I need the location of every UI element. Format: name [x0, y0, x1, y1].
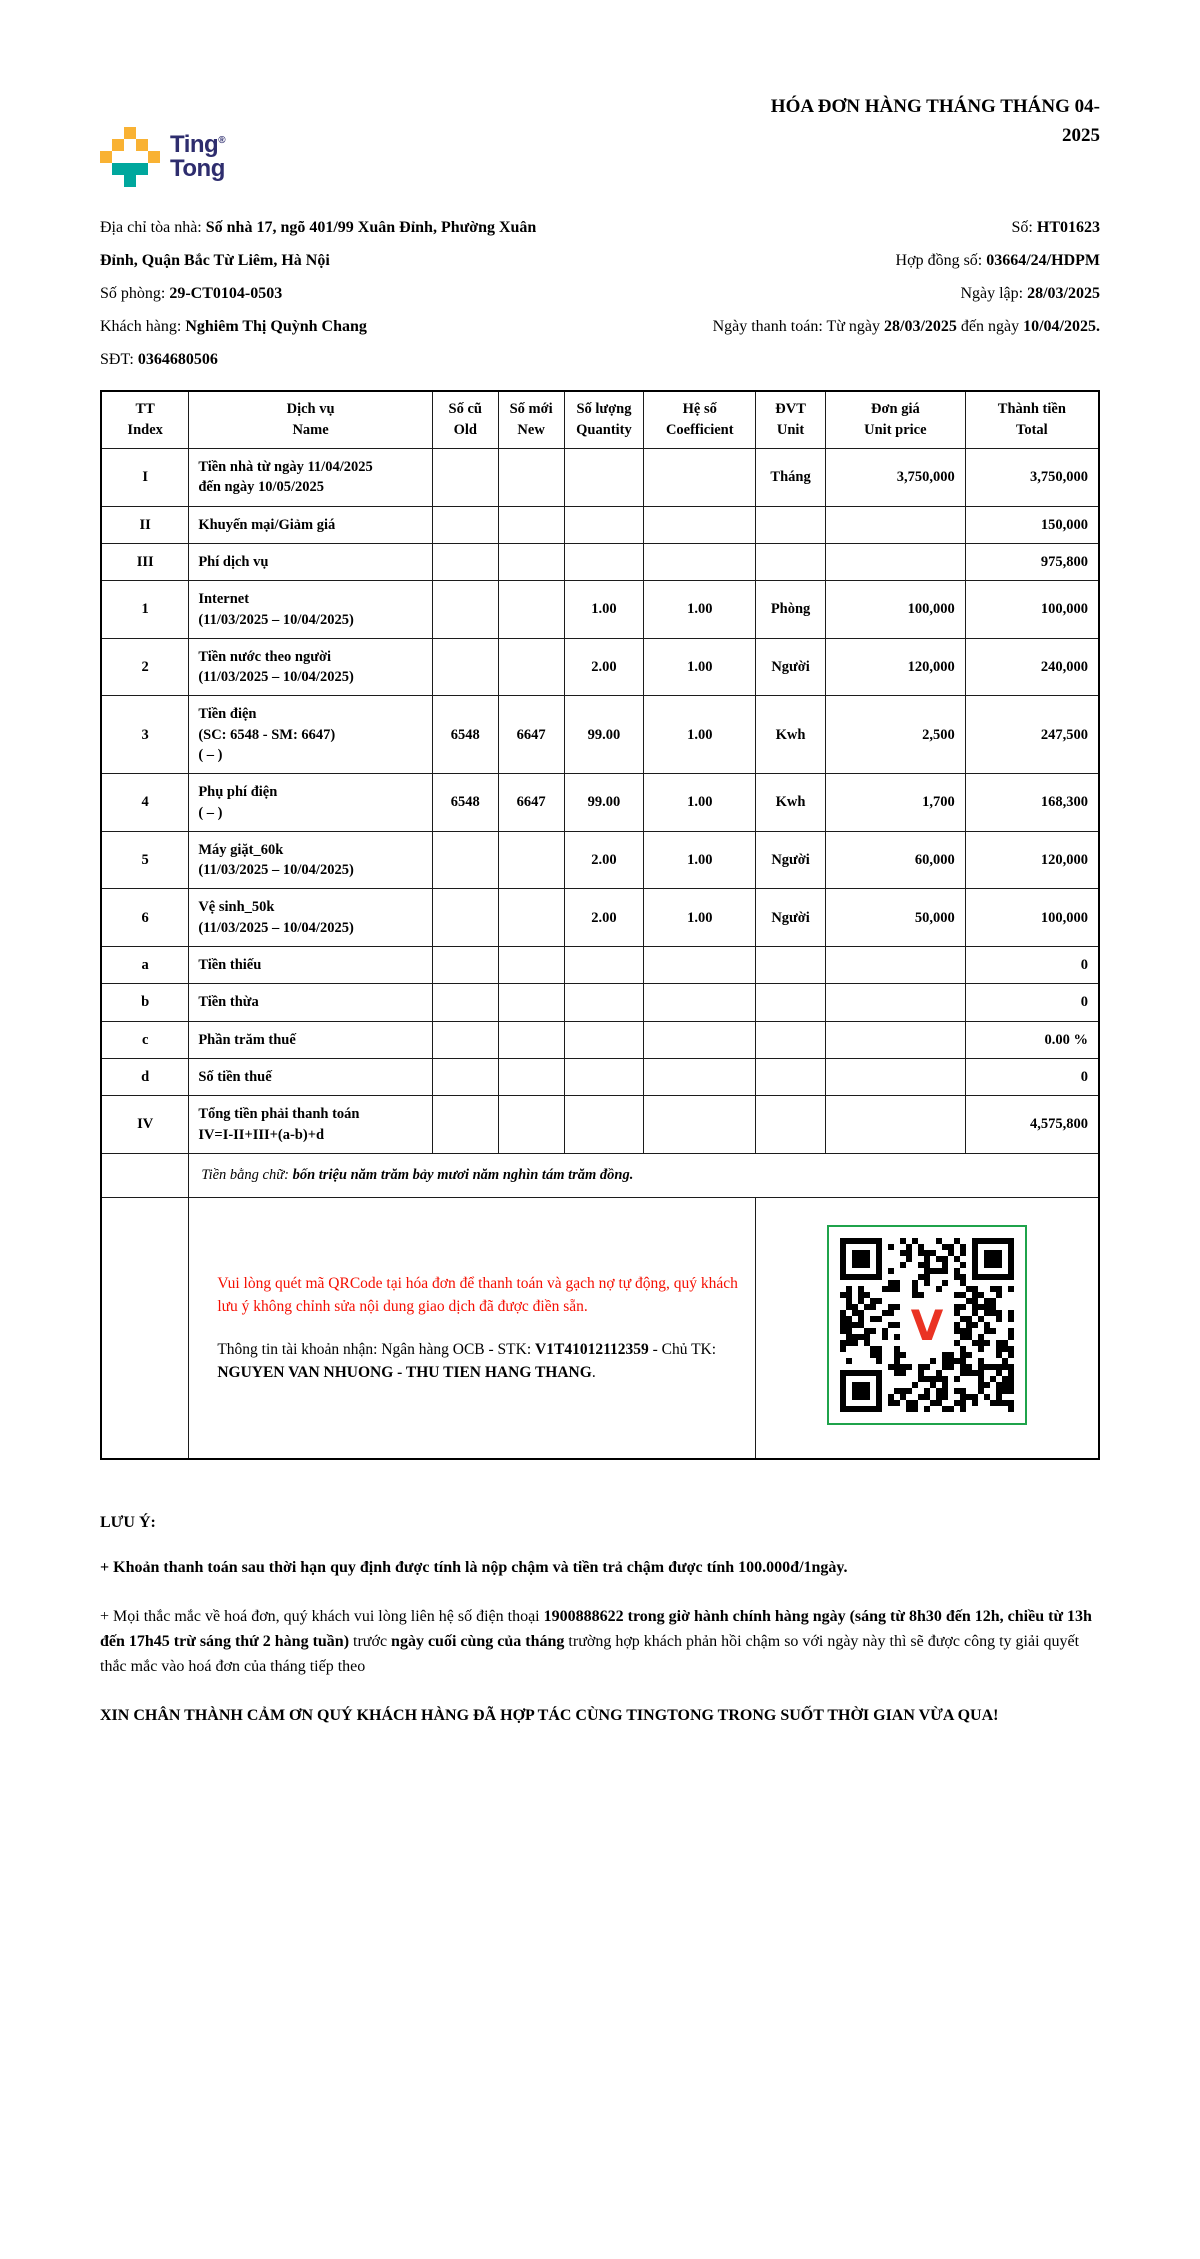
- name-cell: Internet (11/03/2025 – 10/04/2025): [189, 581, 433, 639]
- name-cell: Tiền thiếu: [189, 947, 433, 984]
- coefficient-cell: [644, 1058, 756, 1095]
- amount-in-words-index-cell: [101, 1153, 189, 1197]
- quantity-cell: [564, 947, 644, 984]
- invoice-row-6: [101, 889, 1099, 947]
- new-cell: 6647: [498, 696, 564, 774]
- hotline-note: + Mọi thắc mắc về hoá đơn, quý khách vui lòng liên hệ số điện thoại 1900888622 trong giờ hành chính hàng ngày (sáng từ 8h30 đến 12h, chiều từ 13h đến 17h45 trừ sáng thứ 2 hàng tuần) trước ngày cuối cùng của tháng trường hợp khách phản hồi chậm so với ngày này thì sẽ được công ty giải quyết thắc mắc vào hoá đơn của tháng tiếp theo: [100, 1608, 1092, 1675]
- unit-price-cell: 60,000: [826, 831, 966, 889]
- late-payment-note: + Khoản thanh toán sau thời hạn quy định được tính là nộp chậm và tiền trả chậm được tính 100.000đ/1ngày.: [100, 1559, 848, 1577]
- unit-cell: Người: [756, 889, 826, 947]
- invoice-row-5: [101, 831, 1099, 889]
- new-cell: [498, 947, 564, 984]
- name-cell: Tổng tiền phải thanh toán IV=I-II+III+(a-b)+d: [189, 1096, 433, 1154]
- unit-price-cell: 100,000: [826, 581, 966, 639]
- name-cell: Phần trăm thuế: [189, 1021, 433, 1058]
- name-cell: Máy giặt_60k (11/03/2025 – 10/04/2025): [189, 831, 433, 889]
- old-cell: [432, 449, 498, 507]
- name-cell: Tiền thừa: [189, 984, 433, 1021]
- old-cell: [432, 581, 498, 639]
- total-cell: 975,800: [965, 543, 1099, 580]
- total-cell: 100,000: [965, 581, 1099, 639]
- notes-heading: LƯU Ý:: [100, 1514, 156, 1532]
- total-cell: 247,500: [965, 696, 1099, 774]
- unit-cell: [756, 947, 826, 984]
- total-cell: 240,000: [965, 638, 1099, 696]
- qr-payment-notice: Vui lòng quét mã QRCode tại hóa đơn để thanh toán và gạch nợ tự động, quý khách lưu ý không chỉnh sửa nội dung giao dịch đã được điền sẵn.: [217, 1274, 738, 1315]
- quantity-cell: 1.00: [564, 581, 644, 639]
- amount-in-words-cell: [189, 1153, 1099, 1197]
- customer-phone: SĐT: 0364680506: [100, 351, 218, 368]
- col-header-unit: ĐVT Unit: [756, 391, 826, 449]
- old-cell: [432, 1021, 498, 1058]
- qr-code: [840, 1238, 1014, 1412]
- coefficient-cell: [644, 984, 756, 1021]
- unit-cell: [756, 1058, 826, 1095]
- name-cell: Số tiền thuế: [189, 1058, 433, 1095]
- col-header-new: Số mới New: [498, 391, 564, 449]
- invoice-row-b: [101, 984, 1099, 1021]
- new-cell: [498, 1096, 564, 1154]
- invoice-row-IV: [101, 1096, 1099, 1154]
- amount-in-words-label: Tiền bằng chữ:: [201, 1167, 293, 1184]
- index-cell: 2: [101, 638, 189, 696]
- index-cell: 4: [101, 774, 189, 832]
- unit-cell: Người: [756, 831, 826, 889]
- index-cell: II: [101, 506, 189, 543]
- page-header: [100, 85, 1100, 187]
- invoice-row-I: [101, 449, 1099, 507]
- invoice-row-1: [101, 581, 1099, 639]
- total-cell: 168,300: [965, 774, 1099, 832]
- coefficient-cell: 1.00: [644, 889, 756, 947]
- col-header-name: Dịch vụ Name: [189, 391, 433, 449]
- issue-date: Ngày lập: 28/03/2025: [960, 285, 1100, 302]
- col-header-old: Số cũ Old: [432, 391, 498, 449]
- index-cell: III: [101, 543, 189, 580]
- total-cell: 120,000: [965, 831, 1099, 889]
- unit-price-cell: [826, 506, 966, 543]
- invoice-special-rows: [101, 1153, 1099, 1459]
- invoice-row-d: [101, 1058, 1099, 1095]
- index-cell: 1: [101, 581, 189, 639]
- logo-line2: Tong: [170, 155, 225, 182]
- name-cell: Tiền nhà từ ngày 11/04/2025 đến ngày 10/05/2025: [189, 449, 433, 507]
- name-cell: Phụ phí điện ( – ): [189, 774, 433, 832]
- old-cell: [432, 638, 498, 696]
- coefficient-cell: [644, 506, 756, 543]
- logo-line1: Ting: [170, 131, 219, 159]
- building-address-line1: Địa chỉ tòa nhà: Số nhà 17, ngõ 401/99 Xuân Đỉnh, Phường Xuân: [100, 219, 537, 236]
- total-cell: 0: [965, 1058, 1099, 1095]
- page-title-line1: HÓA ĐƠN HÀNG THÁNG THÁNG 04-: [770, 96, 1100, 117]
- total-cell: 0: [965, 947, 1099, 984]
- index-cell: I: [101, 449, 189, 507]
- invoice-table: [100, 390, 1100, 1460]
- new-cell: [498, 638, 564, 696]
- index-cell: 5: [101, 831, 189, 889]
- coefficient-cell: 1.00: [644, 774, 756, 832]
- old-cell: [432, 889, 498, 947]
- quantity-cell: [564, 1021, 644, 1058]
- unit-cell: [756, 1021, 826, 1058]
- registered-mark: ®: [218, 135, 226, 147]
- qr-instructions-cell: [189, 1197, 756, 1459]
- total-cell: 150,000: [965, 506, 1099, 543]
- quantity-cell: [564, 1096, 644, 1154]
- old-cell: 6548: [432, 696, 498, 774]
- index-cell: 3: [101, 696, 189, 774]
- quantity-cell: [564, 506, 644, 543]
- invoice-row-c: [101, 1021, 1099, 1058]
- quantity-cell: [564, 543, 644, 580]
- coefficient-cell: [644, 449, 756, 507]
- bank-account-info: Thông tin tài khoản nhận: Ngân hàng OCB - STK: V1T41012112359 - Chủ TK: NGUYEN VAN NHUONG - THU TIEN HANG THANG.: [217, 1341, 717, 1382]
- new-cell: 6647: [498, 774, 564, 832]
- index-cell: b: [101, 984, 189, 1021]
- total-cell: 4,575,800: [965, 1096, 1099, 1154]
- invoice-info: [100, 211, 1100, 376]
- invoice-row-4: [101, 774, 1099, 832]
- old-cell: [432, 1096, 498, 1154]
- invoice-row-2: [101, 638, 1099, 696]
- col-header-coefficient: Hệ số Coefficient: [644, 391, 756, 449]
- new-cell: [498, 831, 564, 889]
- total-cell: 100,000: [965, 889, 1099, 947]
- qr-row-index-cell: [101, 1197, 189, 1459]
- coefficient-cell: 1.00: [644, 581, 756, 639]
- invoice-row-3: [101, 696, 1099, 774]
- unit-price-cell: [826, 543, 966, 580]
- unit-price-cell: 50,000: [826, 889, 966, 947]
- coefficient-cell: [644, 1096, 756, 1154]
- unit-cell: Kwh: [756, 774, 826, 832]
- invoice-info-left: [100, 211, 660, 376]
- unit-price-cell: [826, 984, 966, 1021]
- unit-cell: Kwh: [756, 696, 826, 774]
- col-header-total: Thành tiền Total: [965, 391, 1099, 449]
- building-address-line2: Đỉnh, Quận Bắc Từ Liêm, Hà Nội: [100, 252, 330, 269]
- quantity-cell: 99.00: [564, 696, 644, 774]
- quantity-cell: [564, 449, 644, 507]
- index-cell: d: [101, 1058, 189, 1095]
- room-number: Số phòng: 29-CT0104-0503: [100, 285, 283, 302]
- page-title: [771, 93, 1100, 150]
- coefficient-cell: 1.00: [644, 638, 756, 696]
- amount-in-words-value: bốn triệu năm trăm bảy mươi năm nghìn tám trăm đồng.: [292, 1167, 634, 1184]
- new-cell: [498, 449, 564, 507]
- unit-cell: Người: [756, 638, 826, 696]
- new-cell: [498, 984, 564, 1021]
- quantity-cell: [564, 1058, 644, 1095]
- index-cell: c: [101, 1021, 189, 1058]
- index-cell: IV: [101, 1096, 189, 1154]
- index-cell: 6: [101, 889, 189, 947]
- unit-price-cell: [826, 1058, 966, 1095]
- amount-in-words-row: [101, 1153, 1099, 1197]
- old-cell: [432, 984, 498, 1021]
- old-cell: [432, 831, 498, 889]
- invoice-row-III: [101, 543, 1099, 580]
- unit-cell: [756, 506, 826, 543]
- name-cell: Phí dịch vụ: [189, 543, 433, 580]
- total-cell: 0.00 %: [965, 1021, 1099, 1058]
- total-cell: 3,750,000: [965, 449, 1099, 507]
- payment-period: Ngày thanh toán: Từ ngày 28/03/2025 đến ngày 10/04/2025.: [712, 318, 1100, 335]
- quantity-cell: 99.00: [564, 774, 644, 832]
- col-header-index: TT Index: [101, 391, 189, 449]
- tingtong-logo: [100, 127, 225, 187]
- name-cell: Vệ sinh_50k (11/03/2025 – 10/04/2025): [189, 889, 433, 947]
- unit-price-cell: 3,750,000: [826, 449, 966, 507]
- total-cell: 0: [965, 984, 1099, 1021]
- old-cell: [432, 506, 498, 543]
- quantity-cell: 2.00: [564, 831, 644, 889]
- new-cell: [498, 1058, 564, 1095]
- old-cell: [432, 543, 498, 580]
- unit-cell: Phòng: [756, 581, 826, 639]
- index-cell: a: [101, 947, 189, 984]
- invoice-info-right: [660, 211, 1100, 376]
- footer-notes: [100, 1514, 1100, 1728]
- invoice-number: Số: HT01623: [1011, 219, 1100, 236]
- table-header-row: [101, 391, 1099, 449]
- unit-cell: [756, 1096, 826, 1154]
- hotline-number: 1900888622 trong giờ hành chính hàng ngày (sáng từ 8h30 đến 12h, chiều từ 13h đến 17h45 trừ sáng thứ 2 hàng tuần): [100, 1608, 1092, 1650]
- new-cell: [498, 581, 564, 639]
- coefficient-cell: [644, 1021, 756, 1058]
- page-title-line2: 2025: [1062, 124, 1100, 146]
- tingtong-logo-text: [170, 133, 225, 180]
- unit-price-cell: 2,500: [826, 696, 966, 774]
- new-cell: [498, 1021, 564, 1058]
- name-cell: Khuyến mại/Giảm giá: [189, 506, 433, 543]
- thank-you-message: XIN CHÂN THÀNH CẢM ƠN QUÝ KHÁCH HÀNG ĐÃ HỢP TÁC CÙNG TINGTONG TRONG SUỐT THỜI GIAN VỪA QUA!: [100, 1706, 999, 1724]
- name-cell: Tiền điện (SC: 6548 - SM: 6647) ( – ): [189, 696, 433, 774]
- name-cell: Tiền nước theo người (11/03/2025 – 10/04/2025): [189, 638, 433, 696]
- coefficient-cell: 1.00: [644, 696, 756, 774]
- quantity-cell: 2.00: [564, 638, 644, 696]
- unit-cell: Tháng: [756, 449, 826, 507]
- col-header-quantity: Số lượng Quantity: [564, 391, 644, 449]
- old-cell: [432, 1058, 498, 1095]
- new-cell: [498, 543, 564, 580]
- new-cell: [498, 506, 564, 543]
- coefficient-cell: [644, 947, 756, 984]
- new-cell: [498, 889, 564, 947]
- unit-cell: [756, 984, 826, 1021]
- unit-price-cell: [826, 1096, 966, 1154]
- tingtong-logo-icon: [100, 127, 160, 187]
- unit-price-cell: [826, 947, 966, 984]
- invoice-rows: [101, 449, 1099, 1154]
- invoice-row-II: [101, 506, 1099, 543]
- unit-cell: [756, 543, 826, 580]
- contract-number: Hợp đồng số: 03664/24/HDPM: [895, 252, 1100, 269]
- qr-code-frame: [827, 1225, 1027, 1425]
- unit-price-cell: 1,700: [826, 774, 966, 832]
- coefficient-cell: 1.00: [644, 831, 756, 889]
- unit-price-cell: [826, 1021, 966, 1058]
- qr-code-cell: [756, 1197, 1099, 1459]
- coefficient-cell: [644, 543, 756, 580]
- old-cell: [432, 947, 498, 984]
- qr-row: [101, 1197, 1099, 1459]
- customer-name: Khách hàng: Nghiêm Thị Quỳnh Chang: [100, 318, 367, 335]
- quantity-cell: [564, 984, 644, 1021]
- invoice-row-a: [101, 947, 1099, 984]
- svg-text:V: V: [910, 1300, 944, 1350]
- old-cell: 6548: [432, 774, 498, 832]
- col-header-unit-price: Đơn giá Unit price: [826, 391, 966, 449]
- unit-price-cell: 120,000: [826, 638, 966, 696]
- quantity-cell: 2.00: [564, 889, 644, 947]
